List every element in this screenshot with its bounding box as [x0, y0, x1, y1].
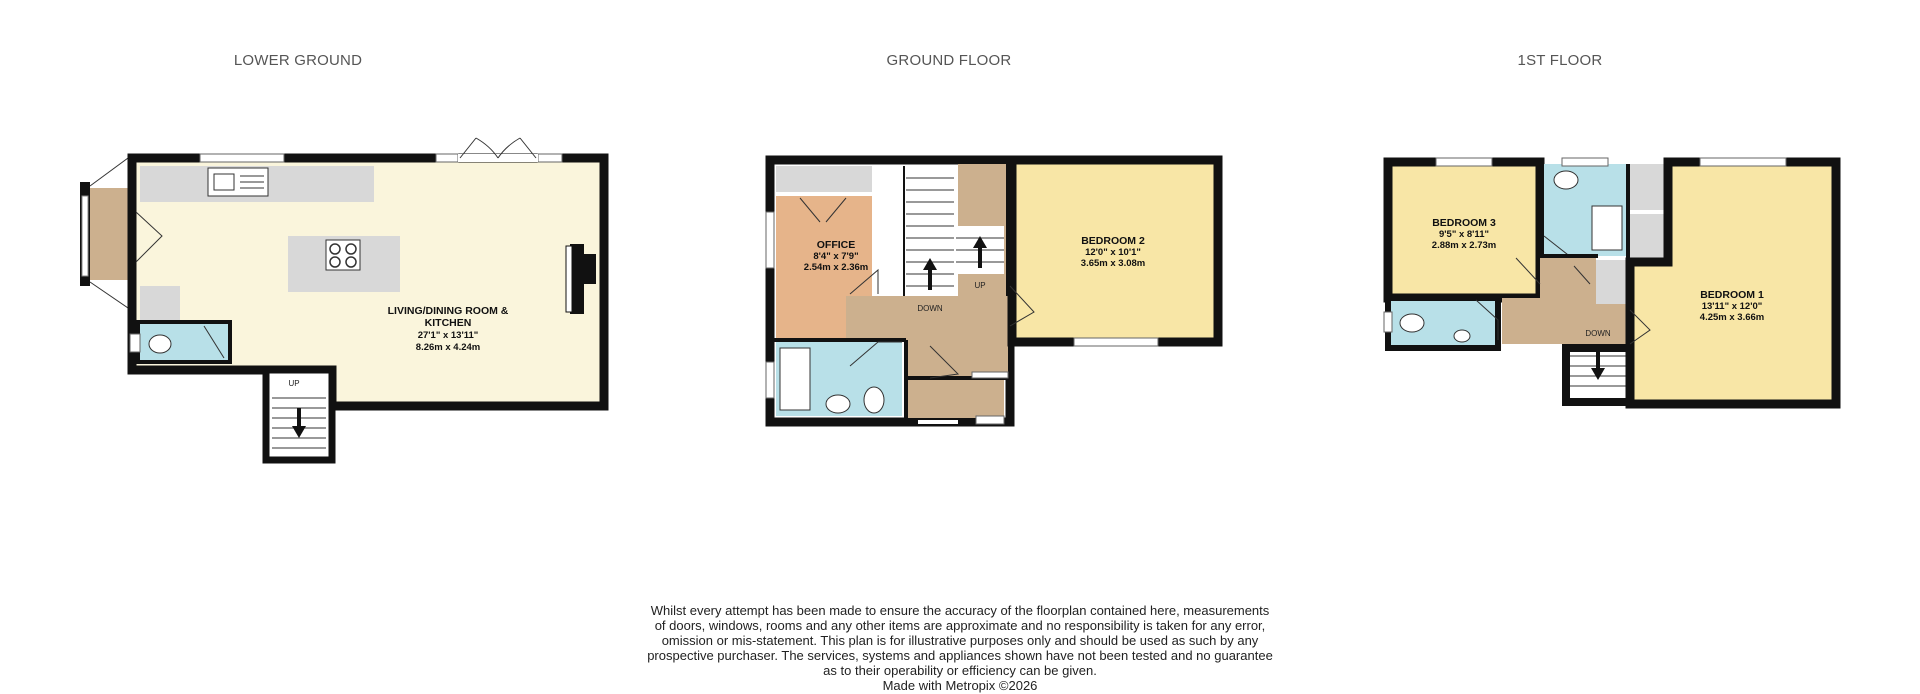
window-top-3 — [538, 154, 562, 162]
office-name: OFFICE — [816, 239, 856, 251]
office-imperial: 8'4" x 7'9" — [813, 251, 859, 262]
window-top-1 — [200, 154, 284, 162]
lower-ground-plan — [80, 138, 604, 460]
disclaimer-line-1: Whilst every attempt has been made to ensure the accuracy of the floorplan contained here, measurements — [650, 603, 1270, 618]
bedroom-1-name: BEDROOM 1 — [1700, 289, 1764, 301]
ground-porch — [908, 374, 1004, 418]
shower-icon — [780, 348, 810, 410]
cupboard-3 — [1596, 260, 1630, 304]
lower-ground-title: LOWER GROUND — [233, 52, 363, 69]
bedroom-2-metric: 3.65m x 3.08m — [1080, 258, 1146, 269]
disclaimer-line-4: prospective purchaser. The services, systems and appliances shown have not been tested and no guarantee — [647, 648, 1273, 663]
office-window — [766, 212, 774, 268]
bay-window — [82, 196, 88, 276]
ground-staircase-up — [956, 226, 1004, 274]
disclaimer-line-3: omission or mis-statement. This plan is for illustrative purposes only and should be used as such by any — [661, 633, 1259, 648]
office-metric: 2.54m x 2.36m — [803, 262, 869, 273]
bedroom-3-name: BEDROOM 3 — [1432, 217, 1496, 229]
first-basin-icon — [1454, 330, 1470, 342]
bedroom-3-imperial: 9'5" x 8'11" — [1439, 229, 1489, 240]
window-top-2 — [436, 154, 458, 162]
kitchen-counter-side — [140, 286, 180, 320]
basin-icon — [826, 395, 850, 413]
ensuite-shower-icon — [1592, 206, 1622, 250]
ground-up-label: UP — [974, 281, 986, 290]
bedroom-2-window — [1074, 338, 1158, 346]
ground-staircase-down — [904, 166, 954, 296]
disclaimer-line-6: Made with Metropix ©2026 — [882, 678, 1038, 693]
bedroom-2-name: BEDROOM 2 — [1081, 235, 1145, 247]
ground-toilet-icon — [864, 387, 884, 413]
bedroom-1-metric: 4.25m x 3.66m — [1699, 312, 1765, 323]
office-wardrobe — [776, 166, 872, 192]
bedroom-2-imperial: 12'0" x 10'1" — [1085, 247, 1141, 258]
ground-floor-plan — [766, 160, 1218, 424]
disclaimer-line-2: of doors, windows, rooms and any other items are approximate and no responsibility is taken for any error, — [654, 618, 1266, 633]
bedroom-1-imperial: 13'11" x 12'0" — [1701, 301, 1763, 312]
first-floor-title: 1ST FLOOR — [1517, 52, 1603, 69]
ensuite-basin-icon — [1554, 171, 1578, 189]
bay-window-area — [84, 188, 134, 280]
first-floor-plan — [1384, 158, 1836, 404]
bedroom-3-metric: 2.88m x 2.73m — [1431, 240, 1497, 251]
disclaimer — [610, 603, 1310, 693]
living-room-name-1: LIVING/DINING ROOM & — [387, 305, 509, 317]
lower-stair-label: UP — [288, 379, 300, 388]
disclaimer-line-5: as to their operability or efficiency can be given. — [823, 663, 1097, 678]
ground-floor-title: GROUND FLOOR — [886, 52, 1012, 69]
cupboard-1 — [1630, 164, 1664, 210]
ground-down-label: DOWN — [917, 304, 943, 313]
living-room-name-2: KITCHEN — [424, 317, 472, 329]
first-toilet-icon — [1400, 314, 1424, 332]
toilet-icon — [149, 335, 171, 353]
cupboard-2 — [1630, 214, 1664, 262]
living-room-imperial: 27'1" x 13'11" — [417, 330, 479, 341]
living-room-metric: 8.26m x 4.24m — [415, 342, 481, 353]
first-down-label: DOWN — [1585, 329, 1611, 338]
first-staircase — [1566, 348, 1630, 402]
